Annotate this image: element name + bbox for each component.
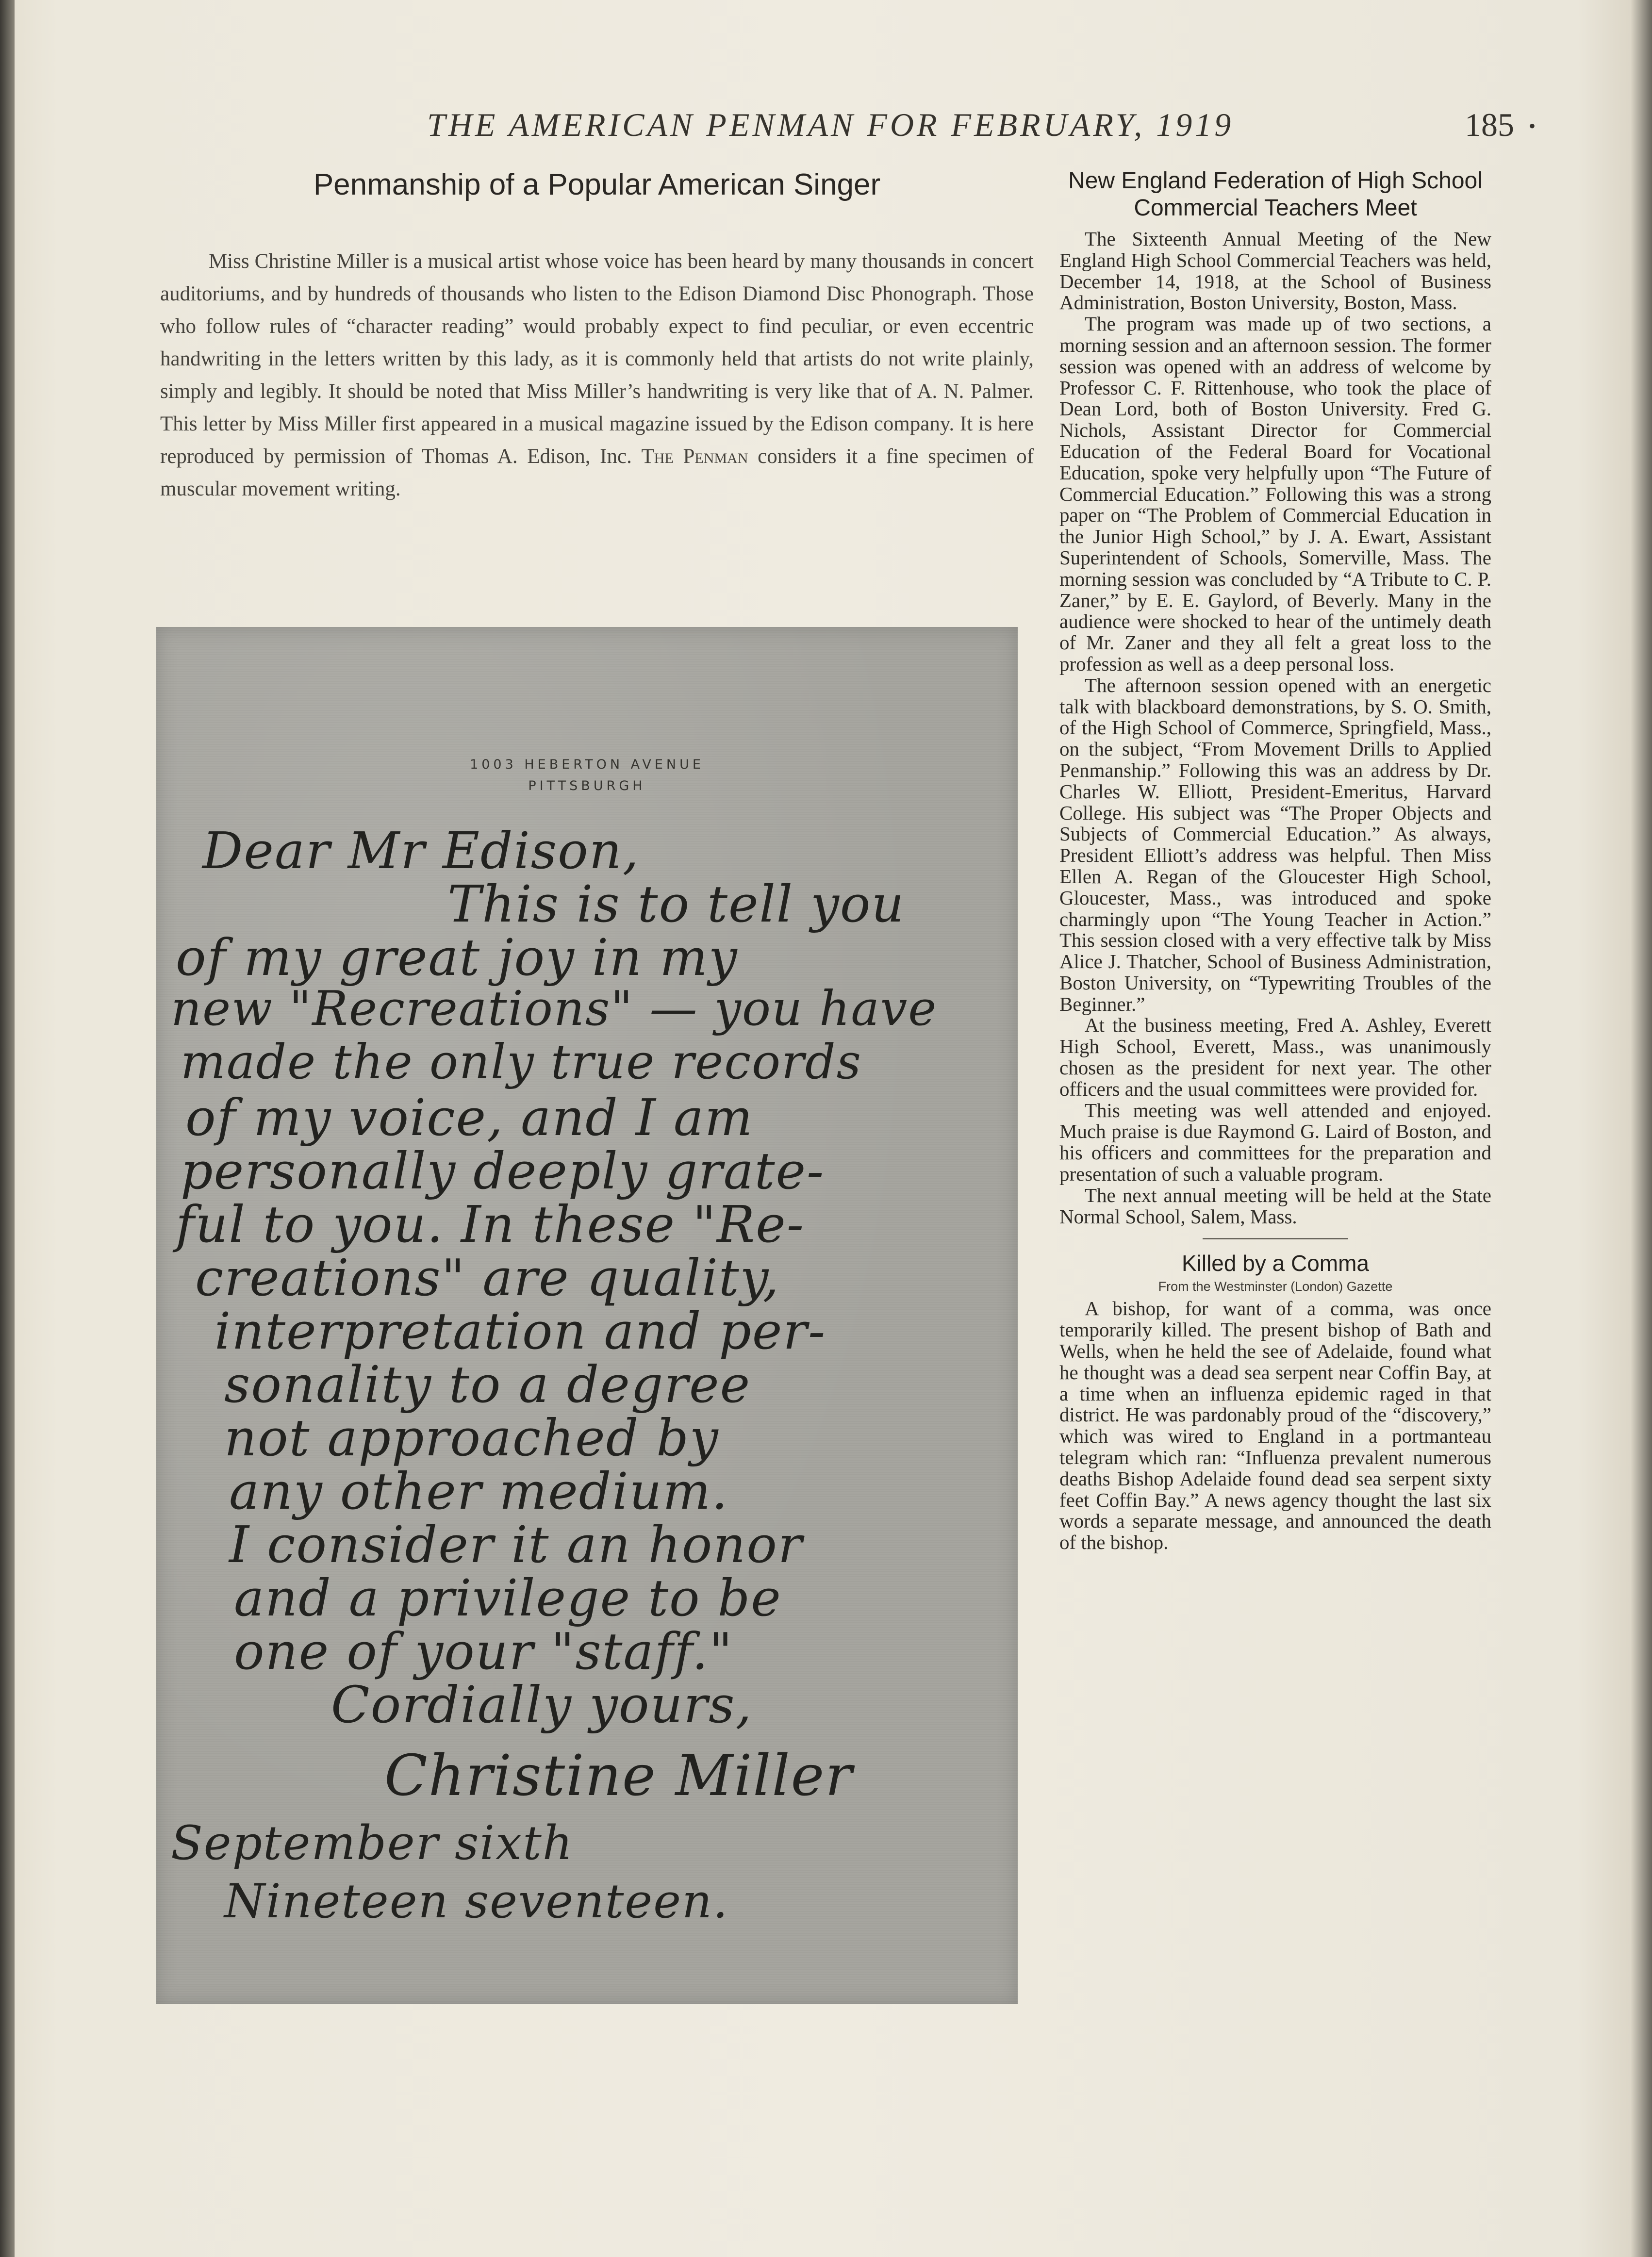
letterhead-address: 1003 HEBERTON AVENUE <box>470 757 704 772</box>
page-dot: • <box>1528 115 1538 137</box>
handwritten-line: personally deeply grate- <box>181 1141 825 1201</box>
handwritten-line: and a privilege to be <box>234 1568 782 1628</box>
handwritten-line: I consider it an honor <box>229 1515 803 1574</box>
federation-paragraph: The program was made up of two sections, a morning session and an afternoon session. The former session was opened with an address of welcome by Professor C. F. Rittenhouse, who took the place of Dean Lord, both of Boston University. Fred G. Nichols, Assistant Director for Commercial Education of the Federal Board for Vocational Education, spoke very helpfully upon “The Future of Commercial Education.” Following this was a strong paper on “The Problem of Commercial Education in the Junior High School,” by J. A. Ewart, Assistant Superintendent of Schools, Somerville, Mass. The morning session was concluded by “A Tribute to C. P. Zaner,” by E. E. Gaylord, of Beverly. Many in the audience were shocked to hear of the untimely death of Mr. Zaner and they all felt a great loss to the profession as well as a deep personal loss. <box>1059 313 1491 675</box>
handwritten-line: interpretation and per- <box>215 1301 826 1361</box>
federation-paragraph: The next annual meeting will be held at the State Normal School, Salem, Mass. <box>1059 1184 1491 1228</box>
comma-article-title: Killed by a Comma <box>1181 1251 1370 1276</box>
handwritten-line: of my voice, and I am <box>185 1088 754 1147</box>
comma-article-source: From the Westminster (London) Gazette <box>1158 1279 1393 1294</box>
penman-smallcaps: The Penman <box>641 445 748 468</box>
left-article-header <box>160 167 1034 202</box>
handwritten-line: one of your "staff." <box>234 1622 733 1681</box>
letter-photo <box>156 627 1018 2004</box>
left-article-intro <box>160 245 1034 505</box>
handwritten-line: new "Recreations" — you have <box>171 981 938 1037</box>
intro-text-1: Miss Christine Miller is a musical artist whose voice has been heard by many thousands in concert auditoriums, and by hundreds of thousands who listen to the Edison Diamond Disc Phonograph. Those who follow rules of “character reading” would probably expect to find peculiar, or even eccentric handwriting in the letters written by this lady, as it is commonly held that artists do not write plainly, simply and legibly. It should be noted that Miss Miller’s handwriting is very like that of A. N. Palmer. This letter by Miss Miller first appeared in a musical magazine issued by the Edison company. It is here reproduced by permission of Thomas A. Edison, Inc. <box>160 250 1034 468</box>
handwritten-line: not approached by <box>224 1408 719 1467</box>
right-column <box>1059 167 1491 1553</box>
handwritten-line: of my great joy in my <box>176 928 738 987</box>
letterhead <box>156 754 1018 797</box>
letterhead-city: PITTSBURGH <box>528 778 646 793</box>
handwritten-date: September sixth <box>171 1816 574 1870</box>
handwritten-line: sonality to a degree <box>224 1355 751 1414</box>
handwritten-line: ful to you. In these "Re- <box>176 1195 805 1254</box>
handwritten-line: Dear Mr Edison, <box>202 821 640 880</box>
binding-shadow <box>0 0 15 2257</box>
section-divider <box>1203 1238 1348 1239</box>
left-article-title: Penmanship of a Popular American Singer <box>313 168 881 201</box>
running-title: THE AMERICAN PENMAN FOR FEBRUARY, 1919 <box>427 106 1234 143</box>
page-number: 185 <box>1465 106 1514 143</box>
handwritten-line: Cordially yours, <box>331 1675 753 1734</box>
handwritten-line: made the only true records <box>181 1035 862 1090</box>
handwritten-date: Nineteen seventeen. <box>224 1874 729 1928</box>
running-header <box>427 106 1538 149</box>
federation-paragraph: This meeting was well attended and enjoyed. Much praise is due Raymond G. Laird of Boston, and his officers and committees for the preparation and presentation of such a valuable program. <box>1059 1099 1491 1186</box>
intro-text-2: considers it a fine specimen of muscular movement writing. <box>160 445 1034 500</box>
signature: Christine Miller <box>384 1743 853 1809</box>
comma-article-paragraph: A bishop, for want of a comma, was once temporarily killed. The present bishop of Bath and Wells, when he held the see of Adelaide, found what he thought was a dead sea serpent near Coffin Bay, at a time when an influenza epidemic raged in that district. He was pardonably proud of the “discovery,” which was wired to England in a portmanteau telegram which ran: “Influenza prevalent numerous deaths Bishop Adelaide found dead sea serpent sixty feet Coffin Bay.” A news agency thought the last six words a separate message, and announced the death of the bishop. <box>1059 1297 1491 1554</box>
handwritten-line: any other medium. <box>229 1462 729 1521</box>
federation-title: New England Federation of High School Commercial Teachers Meet <box>1068 168 1483 221</box>
federation-paragraph: At the business meeting, Fred A. Ashley, Everett High School, Everett, Mass., was unanimously chosen as the president for next year. The other officers and the usual committees were provided for. <box>1059 1014 1491 1100</box>
handwritten-line: creations" are quality, <box>195 1248 780 1307</box>
handwritten-line: This is to tell you <box>447 874 905 934</box>
federation-paragraph: The Sixteenth Annual Meeting of the New England High School Commercial Teachers was held, December 14, 1918, at the School of Business Administration, Boston University, Boston, Mass. <box>1059 228 1491 314</box>
federation-paragraph: The afternoon session opened with an energetic talk with blackboard demonstrations, by S. O. Smith, of the High School of Commerce, Springfield, Mass., on the subject, “From Movement Drills to Applied Penmanship.” Following this was an address by Dr. Charles W. Elliott, President-Emeritus, Harvard College. His subject was “The Proper Objects and Subjects of Commercial Education.” As always, President Elliott’s address was helpful. Then Miss Ellen A. Regan of the Gloucester High School, Gloucester, Mass., was introduced and spoke charmingly upon “The Young Teacher in Action.” This session closed with a very effective talk by Miss Alice J. Thatcher, School of Business Administration, Boston University, on “Typewriting Troubles of the Beginner.” <box>1059 674 1491 1015</box>
